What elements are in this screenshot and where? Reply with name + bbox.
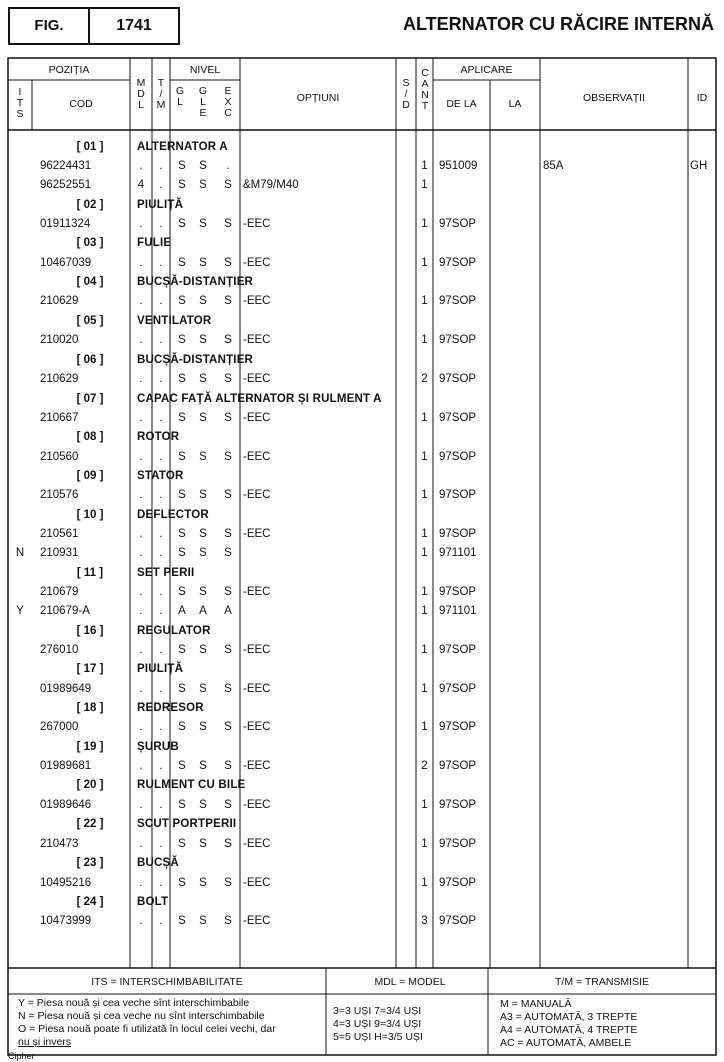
- position-number: [ 07 ]: [76, 393, 104, 405]
- level-gle: S: [199, 915, 207, 927]
- applied-from: 97SOP: [439, 412, 477, 424]
- options-value: -EEC: [243, 218, 271, 230]
- position-number: [ 11 ]: [76, 567, 104, 579]
- header-tm: T / M: [156, 77, 166, 111]
- header-exc: E X C: [224, 85, 232, 119]
- legend-its-line: O = Piesa nouă poate fi utilizată în locul celei vechi, dar: [18, 1023, 276, 1035]
- applied-from: 97SOP: [439, 295, 477, 307]
- options-value: -EEC: [243, 799, 271, 811]
- applied-from: 97SOP: [439, 683, 477, 695]
- options-value: -EEC: [243, 838, 271, 850]
- level-exc: S: [224, 838, 232, 850]
- part-code: 210473: [40, 838, 79, 850]
- mdl-value: .: [139, 160, 143, 172]
- tm-value: .: [159, 489, 163, 501]
- applied-from: 97SOP: [439, 218, 477, 230]
- tm-value: .: [159, 877, 163, 889]
- level-exc: S: [224, 295, 232, 307]
- header-pozitia: POZIȚIA: [48, 64, 90, 76]
- level-gle: S: [199, 644, 207, 656]
- position-number: [ 04 ]: [76, 276, 104, 288]
- level-exc: S: [224, 334, 232, 346]
- level-g: A: [178, 605, 186, 617]
- level-g: S: [178, 838, 186, 850]
- header-optiuni: OPȚIUNI: [296, 92, 340, 104]
- tm-value: .: [159, 160, 163, 172]
- level-exc: S: [224, 586, 232, 598]
- position-number: [ 20 ]: [76, 779, 104, 791]
- level-g: S: [178, 412, 186, 424]
- level-g: S: [178, 760, 186, 772]
- level-gle: S: [199, 489, 207, 501]
- level-g: S: [178, 295, 186, 307]
- tm-value: .: [159, 218, 163, 230]
- legend-mdl-line: 5=5 UȘI H=3/5 UȘI: [333, 1031, 423, 1043]
- header-gl: G L: [175, 85, 185, 108]
- position-number: [ 05 ]: [76, 315, 104, 327]
- applied-from: 97SOP: [439, 838, 477, 850]
- legend-its-line: Y = Piesa nouă și cea veche sînt interschimbabile: [18, 997, 250, 1009]
- level-gle: S: [199, 528, 207, 540]
- header-aplicare: APLICARE: [460, 64, 513, 76]
- quantity-value: 1: [421, 334, 428, 346]
- tm-value: .: [159, 838, 163, 850]
- position-number: [ 16 ]: [76, 625, 104, 637]
- level-exc: A: [224, 605, 232, 617]
- quantity-value: 1: [421, 586, 428, 598]
- tm-value: .: [159, 605, 163, 617]
- legend-mdl-title: MDL = MODEL: [374, 976, 446, 988]
- level-g: S: [178, 799, 186, 811]
- mdl-value: .: [139, 257, 143, 269]
- level-exc: S: [224, 373, 232, 385]
- mdl-value: .: [139, 489, 143, 501]
- mdl-value: .: [139, 799, 143, 811]
- quantity-value: 1: [421, 547, 428, 559]
- level-gle: S: [199, 760, 207, 772]
- level-g: S: [178, 586, 186, 598]
- options-value: -EEC: [243, 644, 271, 656]
- options-value: -EEC: [243, 451, 271, 463]
- options-value: -EEC: [243, 877, 271, 889]
- level-g: S: [178, 644, 186, 656]
- part-code: 10473999: [40, 915, 92, 927]
- applied-from: 97SOP: [439, 528, 477, 540]
- quantity-value: 1: [421, 683, 428, 695]
- position-number: [ 23 ]: [76, 857, 104, 869]
- level-gle: S: [199, 257, 207, 269]
- tm-value: .: [159, 257, 163, 269]
- part-code: 210679-A: [40, 605, 90, 617]
- options-value: -EEC: [243, 528, 271, 540]
- tm-value: .: [159, 547, 163, 559]
- legend-tm-title: T/M = TRANSMISIE: [554, 976, 650, 988]
- mdl-value: .: [139, 412, 143, 424]
- options-value: &M79/M40: [243, 179, 299, 191]
- part-description: ROTOR: [137, 431, 180, 443]
- part-code: 210931: [40, 547, 79, 559]
- part-description: BOLT: [137, 896, 169, 908]
- position-number: [ 01 ]: [76, 141, 104, 153]
- level-exc: S: [224, 179, 232, 191]
- level-gle: S: [199, 412, 207, 424]
- legend-tm-line: A4 = AUTOMATĂ, 4 TREPTE: [500, 1024, 638, 1036]
- header-nivel: NIVEL: [189, 64, 221, 76]
- applied-from: 97SOP: [439, 489, 477, 501]
- part-code: 210560: [40, 451, 79, 463]
- quantity-value: 1: [421, 877, 428, 889]
- options-value: -EEC: [243, 257, 271, 269]
- header-id: ID: [696, 92, 708, 104]
- quantity-value: 1: [421, 605, 428, 617]
- part-code: 210561: [40, 528, 79, 540]
- figure-label: FIG.: [34, 17, 64, 34]
- level-g: S: [178, 721, 186, 733]
- part-code: 01989649: [40, 683, 92, 695]
- level-exc: S: [224, 257, 232, 269]
- level-g: S: [178, 915, 186, 927]
- mdl-value: .: [139, 683, 143, 695]
- quantity-value: 1: [421, 412, 428, 424]
- applied-from: 97SOP: [439, 721, 477, 733]
- part-description: BUCȘĂ: [137, 857, 179, 869]
- level-gle: S: [199, 451, 207, 463]
- quantity-value: 3: [421, 915, 428, 927]
- mdl-value: .: [139, 838, 143, 850]
- quantity-value: 1: [421, 160, 428, 172]
- applied-from: 97SOP: [439, 799, 477, 811]
- level-g: S: [178, 877, 186, 889]
- tm-value: .: [159, 799, 163, 811]
- figure-number: 1741: [116, 17, 152, 34]
- level-g: S: [178, 160, 186, 172]
- level-g: S: [178, 373, 186, 385]
- header-observatii: OBSERVAȚII: [582, 92, 646, 104]
- level-gle: S: [199, 160, 207, 172]
- position-number: [ 08 ]: [76, 431, 104, 443]
- quantity-value: 1: [421, 528, 428, 540]
- position-number: [ 19 ]: [76, 741, 104, 753]
- level-gle: S: [199, 586, 207, 598]
- part-description: REGULATOR: [137, 625, 211, 637]
- applied-from: 97SOP: [439, 451, 477, 463]
- level-gle: S: [199, 547, 207, 559]
- header-sd: S / D: [402, 77, 410, 111]
- applied-from: 971101: [439, 605, 477, 617]
- part-code: 276010: [40, 644, 79, 656]
- options-value: -EEC: [243, 586, 271, 598]
- level-gle: S: [199, 721, 207, 733]
- options-value: -EEC: [243, 489, 271, 501]
- level-g: S: [178, 179, 186, 191]
- tm-value: .: [159, 760, 163, 772]
- applied-from: 97SOP: [439, 760, 477, 772]
- legend-its-line: nu și invers: [18, 1036, 72, 1048]
- level-exc: S: [224, 683, 232, 695]
- part-description: CAPAC FAȚĂ ALTERNATOR ȘI RULMENT A: [137, 393, 382, 405]
- mdl-value: .: [139, 586, 143, 598]
- part-description: STATOR: [137, 470, 184, 482]
- level-exc: S: [224, 218, 232, 230]
- level-g: S: [178, 489, 186, 501]
- level-exc: S: [224, 489, 232, 501]
- legend-tm-line: A3 = AUTOMATĂ, 3 TREPTE: [500, 1011, 638, 1023]
- quantity-value: 1: [421, 451, 428, 463]
- level-g: S: [178, 451, 186, 463]
- level-gle: S: [199, 373, 207, 385]
- level-exc: S: [224, 547, 232, 559]
- part-description: BUCȘĂ-DISTANȚIER: [137, 276, 254, 288]
- part-description: VENTILATOR: [137, 315, 212, 327]
- quantity-value: 2: [421, 373, 428, 385]
- part-code: 210629: [40, 295, 79, 307]
- options-value: -EEC: [243, 412, 271, 424]
- part-code: 210667: [40, 412, 79, 424]
- options-value: -EEC: [243, 760, 271, 772]
- tm-value: .: [159, 334, 163, 346]
- mdl-value: .: [139, 644, 143, 656]
- level-g: S: [178, 528, 186, 540]
- level-exc: S: [224, 915, 232, 927]
- part-code: 10467039: [40, 257, 92, 269]
- mdl-value: .: [139, 373, 143, 385]
- part-description: SET PERII: [137, 567, 195, 579]
- level-exc: S: [224, 877, 232, 889]
- quantity-value: 1: [421, 644, 428, 656]
- part-code: 210629: [40, 373, 79, 385]
- mdl-value: .: [139, 334, 143, 346]
- legend-tm-line: AC = AUTOMATĂ, AMBELE: [500, 1037, 632, 1049]
- part-description: REDRESOR: [137, 702, 204, 714]
- level-g: S: [178, 257, 186, 269]
- part-description: SCUT PORTPERII: [137, 818, 237, 830]
- level-exc: S: [224, 412, 232, 424]
- applied-from: 97SOP: [439, 644, 477, 656]
- level-exc: .: [226, 160, 230, 172]
- mdl-value: .: [139, 547, 143, 559]
- header-its: I T S: [16, 86, 24, 120]
- applied-from: 97SOP: [439, 373, 477, 385]
- applied-from: 97SOP: [439, 915, 477, 927]
- tm-value: .: [159, 179, 163, 191]
- level-gle: S: [199, 877, 207, 889]
- position-number: [ 06 ]: [76, 354, 104, 366]
- legend-its-title: ITS = INTERSCHIMBABILITATE: [91, 976, 243, 988]
- part-code: 01911324: [40, 218, 91, 230]
- part-code: 210576: [40, 489, 79, 501]
- level-gle: S: [199, 334, 207, 346]
- part-code: 01989681: [40, 760, 92, 772]
- position-number: [ 09 ]: [76, 470, 104, 482]
- mdl-value: 4: [137, 179, 145, 191]
- part-description: PIULIȚĂ: [137, 199, 184, 211]
- header-cant: C A N T: [421, 67, 429, 112]
- level-g: S: [178, 218, 186, 230]
- level-gle: S: [199, 799, 207, 811]
- options-value: -EEC: [243, 915, 271, 927]
- applied-from: 97SOP: [439, 257, 477, 269]
- tm-value: .: [159, 721, 163, 733]
- legend-tm-line: M = MANUALĂ: [500, 998, 572, 1010]
- header-gle: G L E: [198, 85, 208, 119]
- mdl-value: .: [139, 528, 143, 540]
- tm-value: .: [159, 295, 163, 307]
- quantity-value: 1: [421, 218, 428, 230]
- part-code: 267000: [40, 721, 79, 733]
- mdl-value: .: [139, 877, 143, 889]
- position-number: [ 18 ]: [76, 702, 104, 714]
- options-value: -EEC: [243, 373, 271, 385]
- footer-text: Cipher: [8, 1051, 35, 1061]
- part-description: BUCȘĂ-DISTANȚIER: [137, 354, 254, 366]
- header-cod: COD: [69, 98, 93, 110]
- quantity-value: 1: [421, 179, 428, 191]
- quantity-value: 1: [421, 295, 428, 307]
- quantity-value: 1: [421, 489, 428, 501]
- position-number: [ 02 ]: [76, 199, 104, 211]
- header-de-la: DE LA: [446, 98, 477, 110]
- mdl-value: .: [139, 451, 143, 463]
- tm-value: .: [159, 528, 163, 540]
- position-number: [ 03 ]: [76, 237, 104, 249]
- mdl-value: .: [139, 295, 143, 307]
- level-exc: S: [224, 528, 232, 540]
- part-code: 01989646: [40, 799, 92, 811]
- level-gle: S: [199, 683, 207, 695]
- position-number: [ 17 ]: [76, 663, 104, 675]
- tm-value: .: [159, 644, 163, 656]
- part-description: ȘURUB: [137, 741, 179, 753]
- level-exc: S: [224, 451, 232, 463]
- level-gle: A: [199, 605, 207, 617]
- level-exc: S: [224, 721, 232, 733]
- part-description: RULMENT CU BILE: [137, 779, 246, 791]
- quantity-value: 1: [421, 257, 428, 269]
- id-value: GH: [690, 160, 708, 172]
- tm-value: .: [159, 683, 163, 695]
- level-gle: S: [199, 838, 207, 850]
- mdl-value: .: [139, 721, 143, 733]
- legend-its-line: N = Piesa nouă și cea veche nu sînt interschimbabile: [18, 1010, 265, 1022]
- position-number: [ 10 ]: [76, 509, 104, 521]
- level-exc: S: [224, 760, 232, 772]
- level-exc: S: [224, 799, 232, 811]
- header-mdl: M D L: [136, 77, 146, 111]
- legend-mdl-line: 3=3 UȘI 7=3/4 UȘI: [333, 1005, 422, 1017]
- mdl-value: .: [139, 915, 143, 927]
- part-description: ALTERNATOR A: [137, 141, 228, 153]
- applied-from: 951009: [439, 160, 478, 172]
- level-exc: S: [224, 644, 232, 656]
- tm-value: .: [159, 586, 163, 598]
- part-description: PIULIȚĂ: [137, 663, 184, 675]
- options-value: -EEC: [243, 295, 271, 307]
- applied-from: 97SOP: [439, 877, 477, 889]
- level-gle: S: [199, 179, 207, 191]
- mdl-value: .: [139, 218, 143, 230]
- options-value: -EEC: [243, 334, 271, 346]
- level-gle: S: [199, 218, 207, 230]
- its-code: Y: [16, 605, 24, 617]
- mdl-value: .: [139, 760, 143, 772]
- options-value: -EEC: [243, 683, 271, 695]
- legend-mdl-line: 4=3 UȘI 9=3/4 UȘI: [333, 1018, 422, 1030]
- quantity-value: 1: [421, 838, 428, 850]
- level-gle: S: [199, 295, 207, 307]
- applied-from: 971101: [439, 547, 477, 559]
- mdl-value: .: [139, 605, 143, 617]
- applied-from: 97SOP: [439, 334, 477, 346]
- part-code: 10495216: [40, 877, 92, 889]
- options-value: -EEC: [243, 721, 271, 733]
- its-code: N: [15, 547, 25, 559]
- level-g: S: [178, 683, 186, 695]
- tm-value: .: [159, 915, 163, 927]
- quantity-value: 1: [421, 799, 428, 811]
- level-g: S: [178, 547, 186, 559]
- quantity-value: 1: [421, 721, 428, 733]
- level-g: S: [178, 334, 186, 346]
- part-description: DEFLECTOR: [137, 509, 209, 521]
- header-la: LA: [508, 98, 522, 110]
- tm-value: .: [159, 373, 163, 385]
- page-title: ALTERNATOR CU RĂCIRE INTERNĂ: [403, 14, 714, 34]
- part-code: 210679: [40, 586, 79, 598]
- part-code: 96224431: [40, 160, 92, 172]
- part-code: 210020: [40, 334, 79, 346]
- position-number: [ 22 ]: [76, 818, 104, 830]
- part-code: 96252551: [40, 179, 92, 191]
- position-number: [ 24 ]: [76, 896, 104, 908]
- tm-value: .: [159, 451, 163, 463]
- tm-value: .: [159, 412, 163, 424]
- part-description: FULIE: [137, 237, 172, 249]
- quantity-value: 2: [421, 760, 428, 772]
- observations: 85A: [543, 160, 564, 172]
- applied-from: 97SOP: [439, 586, 477, 598]
